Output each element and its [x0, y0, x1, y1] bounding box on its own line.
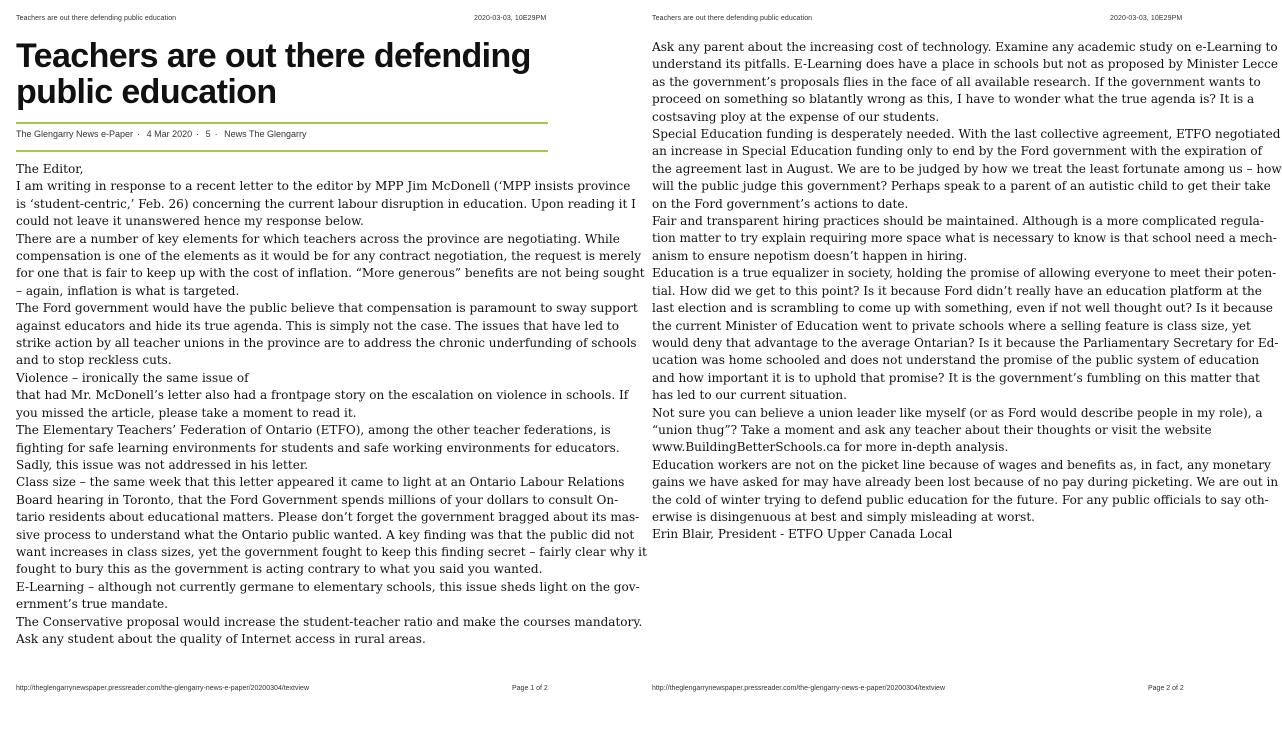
body-text-line: the current Minister of Education went to private schools where a selling feature is class size, yet	[652, 318, 1251, 333]
page-header-title: Teachers are out there defending public education	[652, 15, 813, 22]
body-text-line: fighting for safe learning environments for students and safe working environments for educators.	[16, 440, 620, 455]
footer-page-number: Page 2 of 2	[1148, 685, 1184, 692]
footer-page-number: Page 1 of 2	[512, 685, 548, 692]
body-text-line: Ask any student about the quality of Internet access in rural areas.	[16, 631, 426, 646]
body-text-line: E-Learning – although not currently germane to elementary schools, this issue sheds light on the gov-	[16, 579, 640, 594]
body-text-line: ucation was home schooled and does not understand the promise of the public system of education	[652, 353, 1260, 368]
body-text-line: Education is a true equalizer in society, holding the promise of allowing everyone to meet their poten-	[652, 266, 1277, 281]
meta-divider	[16, 150, 548, 152]
body-text-line: Class size – the same week that this letter appeared it came to light at an Ontario Labour Relations	[16, 475, 625, 490]
body-text-line: Fair and transparent hiring practices should be maintained. Although is a more complicated regula-	[652, 214, 1264, 229]
body-text-line: tario residents about educational matters. Please don’t forget the government bragged about its mas-	[16, 510, 640, 525]
body-text-line: Education workers are not on the picket line because of wages and benefits as, in fact, any monetary	[652, 457, 1271, 472]
body-text-line: has led to our current situation.	[652, 388, 847, 403]
footer-url: http://theglengarrynewspaper.pressreader.com/the-glengarry-news-e-paper/20200304/textview	[16, 685, 310, 692]
body-text-line: tial. How did we get to this point? Is it because Ford didn’t really have an education platform at the	[652, 283, 1262, 298]
body-text-line: proceed on something so blatantly wrong as this, I have to wonder what the true agenda is? It is a	[652, 92, 1255, 107]
body-text-line: costsaving ploy at the expense of our students.	[652, 109, 940, 124]
body-text-line: against educators and hide its true agenda. This is simply not the case. The issues that have led to	[16, 318, 620, 333]
body-text-line: Violence – ironically the same issue of	[16, 370, 249, 385]
body-text-line: Not sure you can believe a union leader like myself (or as Ford would describe people in my role), a	[652, 405, 1263, 420]
body-text-line: that had Mr. McDonell’s letter also had a frontpage story on the escalation on violence in schools. If	[16, 388, 629, 403]
body-text-line: “union thug”? Take a moment and ask any teacher about their thoughts or visit the website	[652, 422, 1212, 437]
body-text-line: is ‘student-centric,’ Feb. 26) concerning the current labour disruption in education. Upon reading it I	[16, 196, 636, 211]
page-header-timestamp: 2020-03-03, 10E29PM	[1110, 15, 1183, 22]
body-text-line: Ask any parent about the increasing cost of technology. Examine any academic study on e-Learning to	[652, 40, 1278, 54]
body-text-line: want increases in class sizes, yet the government fought to keep this finding secret – fairly clear why it	[16, 544, 647, 559]
body-text-line: the agreement last in August. We are to be judged by how we treat the least fortunate among us – how	[652, 161, 1282, 176]
body-text-line: and to stop reckless cuts.	[16, 353, 172, 368]
page-header-title: Teachers are out there defending public education	[16, 15, 177, 22]
meta-section: News The Glengarry	[224, 129, 307, 139]
article-title	[16, 38, 556, 110]
body-text-line: tion matter to try explain requiring more space what is necessary to know is that school need a mech-	[652, 231, 1277, 246]
body-text-line: anism to ensure nepotism doesn’t happen in hiring.	[652, 248, 968, 263]
body-text-line: Sadly, this issue was not addressed in his letter.	[16, 457, 309, 472]
body-text-line: – again, inflation is what is targeted.	[16, 283, 240, 298]
body-text-line: on the Ford government’s actions to date.	[652, 196, 909, 211]
body-text-line: compensation is one of the elements as it would be for any contract negotiation, the request is merely	[16, 249, 642, 264]
body-text-line: for one that is fair to keep up with the cost of inflation. “More generous” benefits are not being sought	[16, 266, 645, 281]
body-text-line: last election and is scrambling to come up with something, even if not well thought out? Is it because	[652, 301, 1273, 316]
body-text-line: would deny that advantage to the average Ontarian? Is it because the Parliamentary Secretary for Ed-	[652, 335, 1279, 350]
body-text-line: will the public judge this government? Perhaps speak to a parent of an autistic child to get their take	[652, 179, 1271, 194]
body-text-line: ernment’s true mandate.	[16, 597, 169, 612]
page-2	[600, 0, 1282, 731]
body-text-line: sive process to understand what the Ontario public wanted. A key finding was that the public did not	[16, 527, 635, 542]
body-text-line: as the government’s proposals flies in the face of all available research. If the government wants to	[652, 74, 1261, 89]
body-text-line: the cold of winter trying to defend public education for the future. For any public officials to say oth-	[652, 492, 1269, 507]
body-text-line: There are a number of key elements for which teachers across the province are negotiating. While	[16, 231, 620, 246]
article-body-page-2	[652, 39, 1282, 544]
body-text-line: Board hearing in Toronto, that the Ford Government spends millions of your dollars to consult On-	[16, 492, 619, 507]
body-text-line: gains we have asked for may have already been lost because of no pay during picketing. We are out in	[652, 475, 1279, 490]
body-text-line: could not leave it unanswered hence my response below.	[16, 214, 364, 229]
body-text-line: an increase in Special Education funding only to end by the Ford government with the expiration of	[652, 144, 1263, 159]
body-text-line: www.BuildingBetterSchools.ca for more in-depth analysis.	[652, 440, 1009, 455]
article-meta: The Glengarry News e-Paper · 4 Mar 2020 · 5 · News The Glengarry	[16, 129, 307, 139]
page-header-timestamp: 2020-03-03, 10E29PM	[474, 15, 547, 22]
title-divider	[16, 122, 548, 124]
footer-url: http://theglengarrynewspaper.pressreader.com/the-glengarry-news-e-paper/20200304/textview	[652, 685, 946, 692]
article-title-line: Teachers are out there defending	[16, 37, 531, 75]
body-text-line: and how important it is to uphold that promise? It is the government’s fumbling on this matter that	[652, 370, 1260, 385]
article-body-page-1	[16, 161, 647, 648]
body-text-line: strike action by all teacher unions in the province are to address the chronic underfunding of schools	[16, 336, 637, 351]
body-text-line: I am writing in response to a recent letter to the editor by MPP Jim McDonell (‘MPP insists province	[16, 179, 631, 194]
article-title-line: public education	[16, 73, 277, 111]
body-text-line: The Conservative proposal would increase the student-teacher ratio and make the courses mandatory.	[16, 614, 643, 629]
body-text-line: fought to bury this as the government is acting contrary to what you said you wanted.	[16, 562, 543, 577]
body-text-line: Special Education funding is desperately needed. With the last collective agreement, ETFO negotiated	[652, 127, 1281, 142]
body-text-line: Erin Blair, President - ETFO Upper Canada Local	[652, 527, 953, 542]
body-text-line: The Editor,	[16, 162, 84, 176]
body-text-line: The Ford government would have the public believe that compensation is paramount to sway support	[16, 301, 638, 316]
body-text-line: understand its pitfalls. E-Learning does have a place in schools but not as proposed by Minister Lecce	[652, 57, 1278, 72]
body-text-line: you missed the article, please take a moment to read it.	[16, 405, 357, 420]
meta-page-number: 5	[205, 129, 211, 139]
body-text-line: The Elementary Teachers’ Federation of Ontario (ETFO), among the other teacher federations, is	[16, 423, 611, 438]
body-text-line: erwise is disingenuous at best and simply misleading at worst.	[652, 509, 1036, 524]
meta-source: The Glengarry News e-Paper	[16, 129, 134, 139]
meta-date: 4 Mar 2020	[146, 129, 193, 139]
